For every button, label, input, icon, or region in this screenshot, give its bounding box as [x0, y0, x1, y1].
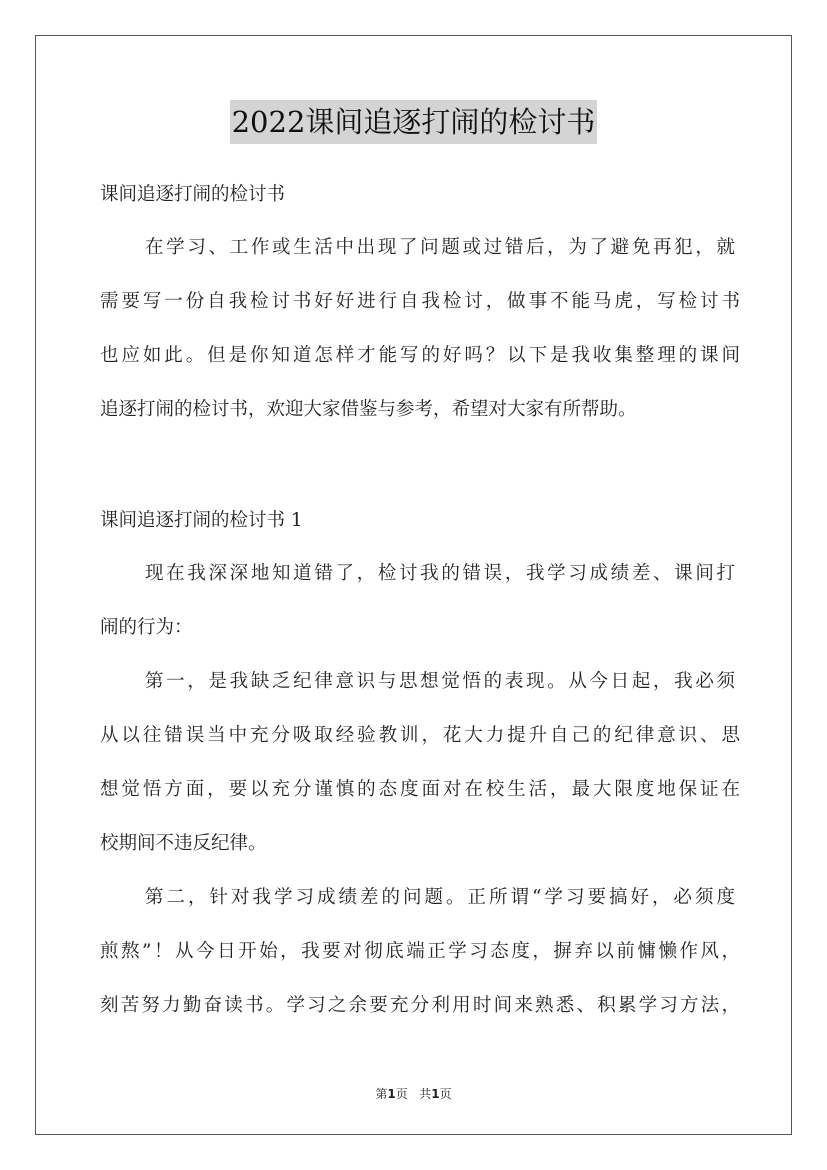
paragraph-line: 刻苦努力勤奋读书。学习之余要充分利用时间来熟悉、积累学习方法，	[100, 995, 740, 1016]
footer-suffix: 页	[439, 1087, 452, 1101]
intro-line: 追逐打闹的检讨书，欢迎大家借鉴与参考，希望对大家有所帮助。	[100, 399, 637, 420]
paragraph-line: 煎熬”！从今日开始，我要对彻底端正学习态度，摒弃以前慵懒作风，	[100, 941, 740, 962]
title-wrap	[0, 100, 827, 144]
page-footer	[0, 1085, 827, 1102]
footer-page-number: 1	[387, 1087, 396, 1101]
paragraph-line: 想觉悟方面，要以充分谨慎的态度面对在校生活，最大限度地保证在	[100, 779, 740, 800]
intro-line: 也应如此。但是你知道怎样才能写的好吗？以下是我收集整理的课间	[100, 345, 740, 366]
document-title: 2022课间追逐打闹的检讨书	[230, 100, 598, 144]
footer-mid: 页 共	[395, 1087, 432, 1101]
paragraph-line: 校期间不违反纪律。	[100, 833, 267, 854]
intro-line: 需要写一份自我检讨书好好进行自我检讨，做事不能马虎，写检讨书	[100, 291, 740, 312]
paragraph-line: 现在我深深地知道错了，检讨我的错误，我学习成绩差、课间打	[145, 563, 735, 584]
paragraph-line: 第一，是我缺乏纪律意识与思想觉悟的表现。从今日起，我必须	[145, 671, 735, 692]
section-heading: 课间追逐打闹的检讨书 1	[100, 510, 303, 531]
intro-line: 在学习、工作或生活中出现了问题或过错后，为了避免再犯，就	[145, 237, 735, 258]
paragraph-line: 第二，针对我学习成绩差的问题。正所谓“学习要搞好，必须度	[145, 887, 735, 908]
paragraph-line: 从以往错误当中充分吸取经验教训，花大力提升自己的纪律意识、思	[100, 725, 740, 746]
paragraph-line: 闹的行为：	[100, 617, 193, 638]
section-heading: 课间追逐打闹的检讨书	[100, 184, 286, 205]
footer-page-total: 1	[431, 1087, 440, 1101]
footer-prefix: 第	[375, 1087, 388, 1101]
